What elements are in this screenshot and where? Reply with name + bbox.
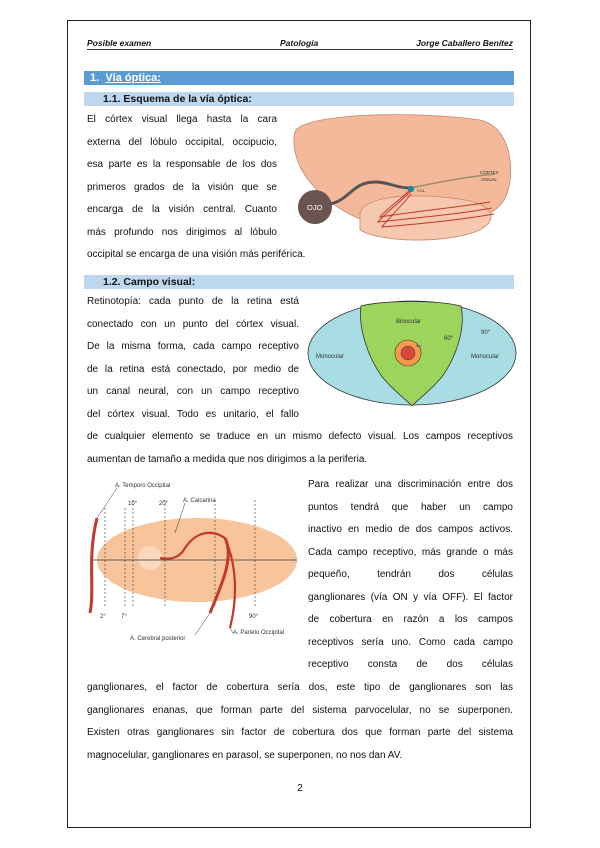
section-1-2-heading: 1.2. Campo visual: bbox=[84, 275, 514, 289]
visual-pathway-figure bbox=[290, 112, 514, 252]
page-number: 2 bbox=[297, 783, 303, 794]
fovea-label: fov bbox=[416, 344, 421, 348]
text-line: El córtex visual llega hasta la cara bbox=[87, 114, 277, 125]
text-line: conectado con un punto del córtex visual. bbox=[87, 318, 299, 330]
text-line: pequeño, tendrán dos células bbox=[308, 569, 513, 580]
section-1-1-text bbox=[87, 109, 306, 267]
visual-field-figure bbox=[306, 298, 518, 408]
text-line: primeros grados de la visión que se bbox=[87, 181, 277, 193]
text-line: puntos tendrá que haber un campo bbox=[308, 501, 513, 513]
tick-label-10: 10° bbox=[128, 501, 138, 507]
text-line: un canal neural, con un campo receptivo bbox=[87, 386, 299, 397]
section-1-3-text bbox=[308, 474, 513, 677]
fovea-spot bbox=[138, 546, 162, 570]
cortex-label-1: CÓRTEX bbox=[480, 170, 499, 175]
text-line: ganglionares enanas, que forman parte del sistema parvocelular, no se superponen. bbox=[87, 704, 513, 716]
section-1-2-text bbox=[87, 291, 299, 426]
cortex-label-2: VISUAL bbox=[481, 177, 498, 182]
leader-cerebral bbox=[195, 613, 210, 635]
section-1-1-heading: 1.1. Esquema de la vía óptica: bbox=[84, 92, 514, 106]
text-line: externa del lóbulo occipital, occipucio, bbox=[87, 136, 277, 148]
section-1-2-text-wide bbox=[87, 426, 513, 471]
text-line: de cualquier elemento se traduce en un mismo defecto visual. Los campos receptivos bbox=[87, 431, 513, 442]
section-1-number: 1. bbox=[90, 72, 100, 84]
section-1-title: Vía óptica: bbox=[105, 72, 161, 84]
header-rule bbox=[87, 49, 513, 50]
header-center: Patología bbox=[280, 38, 319, 48]
text-line: Para realizar una discriminación entre dos bbox=[308, 479, 513, 490]
tick-label-7: 7° bbox=[121, 614, 127, 620]
deg60-label: 60° bbox=[444, 336, 454, 342]
text-line: encarga de la visión central. Cuanto bbox=[87, 204, 277, 215]
section-1-heading bbox=[84, 71, 514, 85]
text-line: De la misma forma, cada campo receptivo bbox=[87, 341, 299, 352]
text-line: esa parte es la responsable de los dos bbox=[87, 159, 277, 170]
tick-label-90: 90° bbox=[249, 614, 259, 620]
text-line: Cada campo receptivo, más grande o más bbox=[308, 546, 513, 558]
text-line: receptivo consta de dos células bbox=[308, 659, 513, 670]
label-cerebral: A. Cerebral posterior bbox=[130, 636, 186, 642]
eye-label: OJO bbox=[307, 203, 323, 212]
monocular-left-label: Monocular bbox=[316, 354, 345, 360]
text-line: ganglionares, el factor de cobertura sería dos, este tipo de ganglionares son las bbox=[87, 682, 513, 693]
text-line: Existen otras ganglionares sin factor de cobertura dos que forman parte del sistema bbox=[87, 727, 513, 738]
text-line: de cobertura en razón a los campos bbox=[308, 614, 513, 625]
text-line: más profundo nos dirigimos al lóbulo bbox=[87, 226, 277, 238]
text-line: Retinotopía: cada punto de la retina está bbox=[87, 296, 299, 307]
fovea-inner bbox=[401, 346, 415, 360]
text-line: aumentan de tamaño a medida que nos dirigimos a la periferia. bbox=[87, 453, 368, 465]
temporo-occipital-artery bbox=[90, 518, 97, 613]
binocular-label: Binocular bbox=[396, 319, 422, 325]
label-parieto: A. Parieto Occipital bbox=[233, 630, 285, 636]
tick-label-2: 2° bbox=[100, 614, 106, 620]
lgn-label: CGL bbox=[417, 188, 426, 193]
monocular-right-label: Monocular bbox=[471, 354, 500, 360]
text-line: del córtex visual. Todo es unitario, el fallo bbox=[87, 408, 299, 420]
section-1-3-text-wide bbox=[87, 677, 513, 767]
label-temporo: A. Temporo Occipital bbox=[115, 483, 171, 489]
deg90-label: 90° bbox=[481, 330, 491, 336]
text-line: ganglionares (vía ON y vía OFF). El factor bbox=[308, 591, 513, 603]
text-line: receptivos sería uno. Como cada campo bbox=[308, 636, 513, 648]
text-line: occipital se encarga de una visión más periférica. bbox=[87, 249, 306, 260]
text-line: inactivo en medio de dos campos activos. bbox=[308, 524, 513, 535]
label-calcarina: A. Calcarina bbox=[183, 498, 216, 504]
header-left: Posible examen bbox=[87, 38, 152, 48]
occipital-arteries-figure bbox=[85, 478, 300, 646]
text-line: magnocelular, ganglionares en parasol, se superponen, no nos dan AV. bbox=[87, 749, 403, 761]
leader-temporo bbox=[97, 488, 117, 518]
text-line: de la retina está conectado, por medio de bbox=[87, 363, 299, 375]
tick-label-20: 20° bbox=[159, 501, 169, 507]
header-right: Jorge Caballero Benítez bbox=[416, 38, 513, 48]
